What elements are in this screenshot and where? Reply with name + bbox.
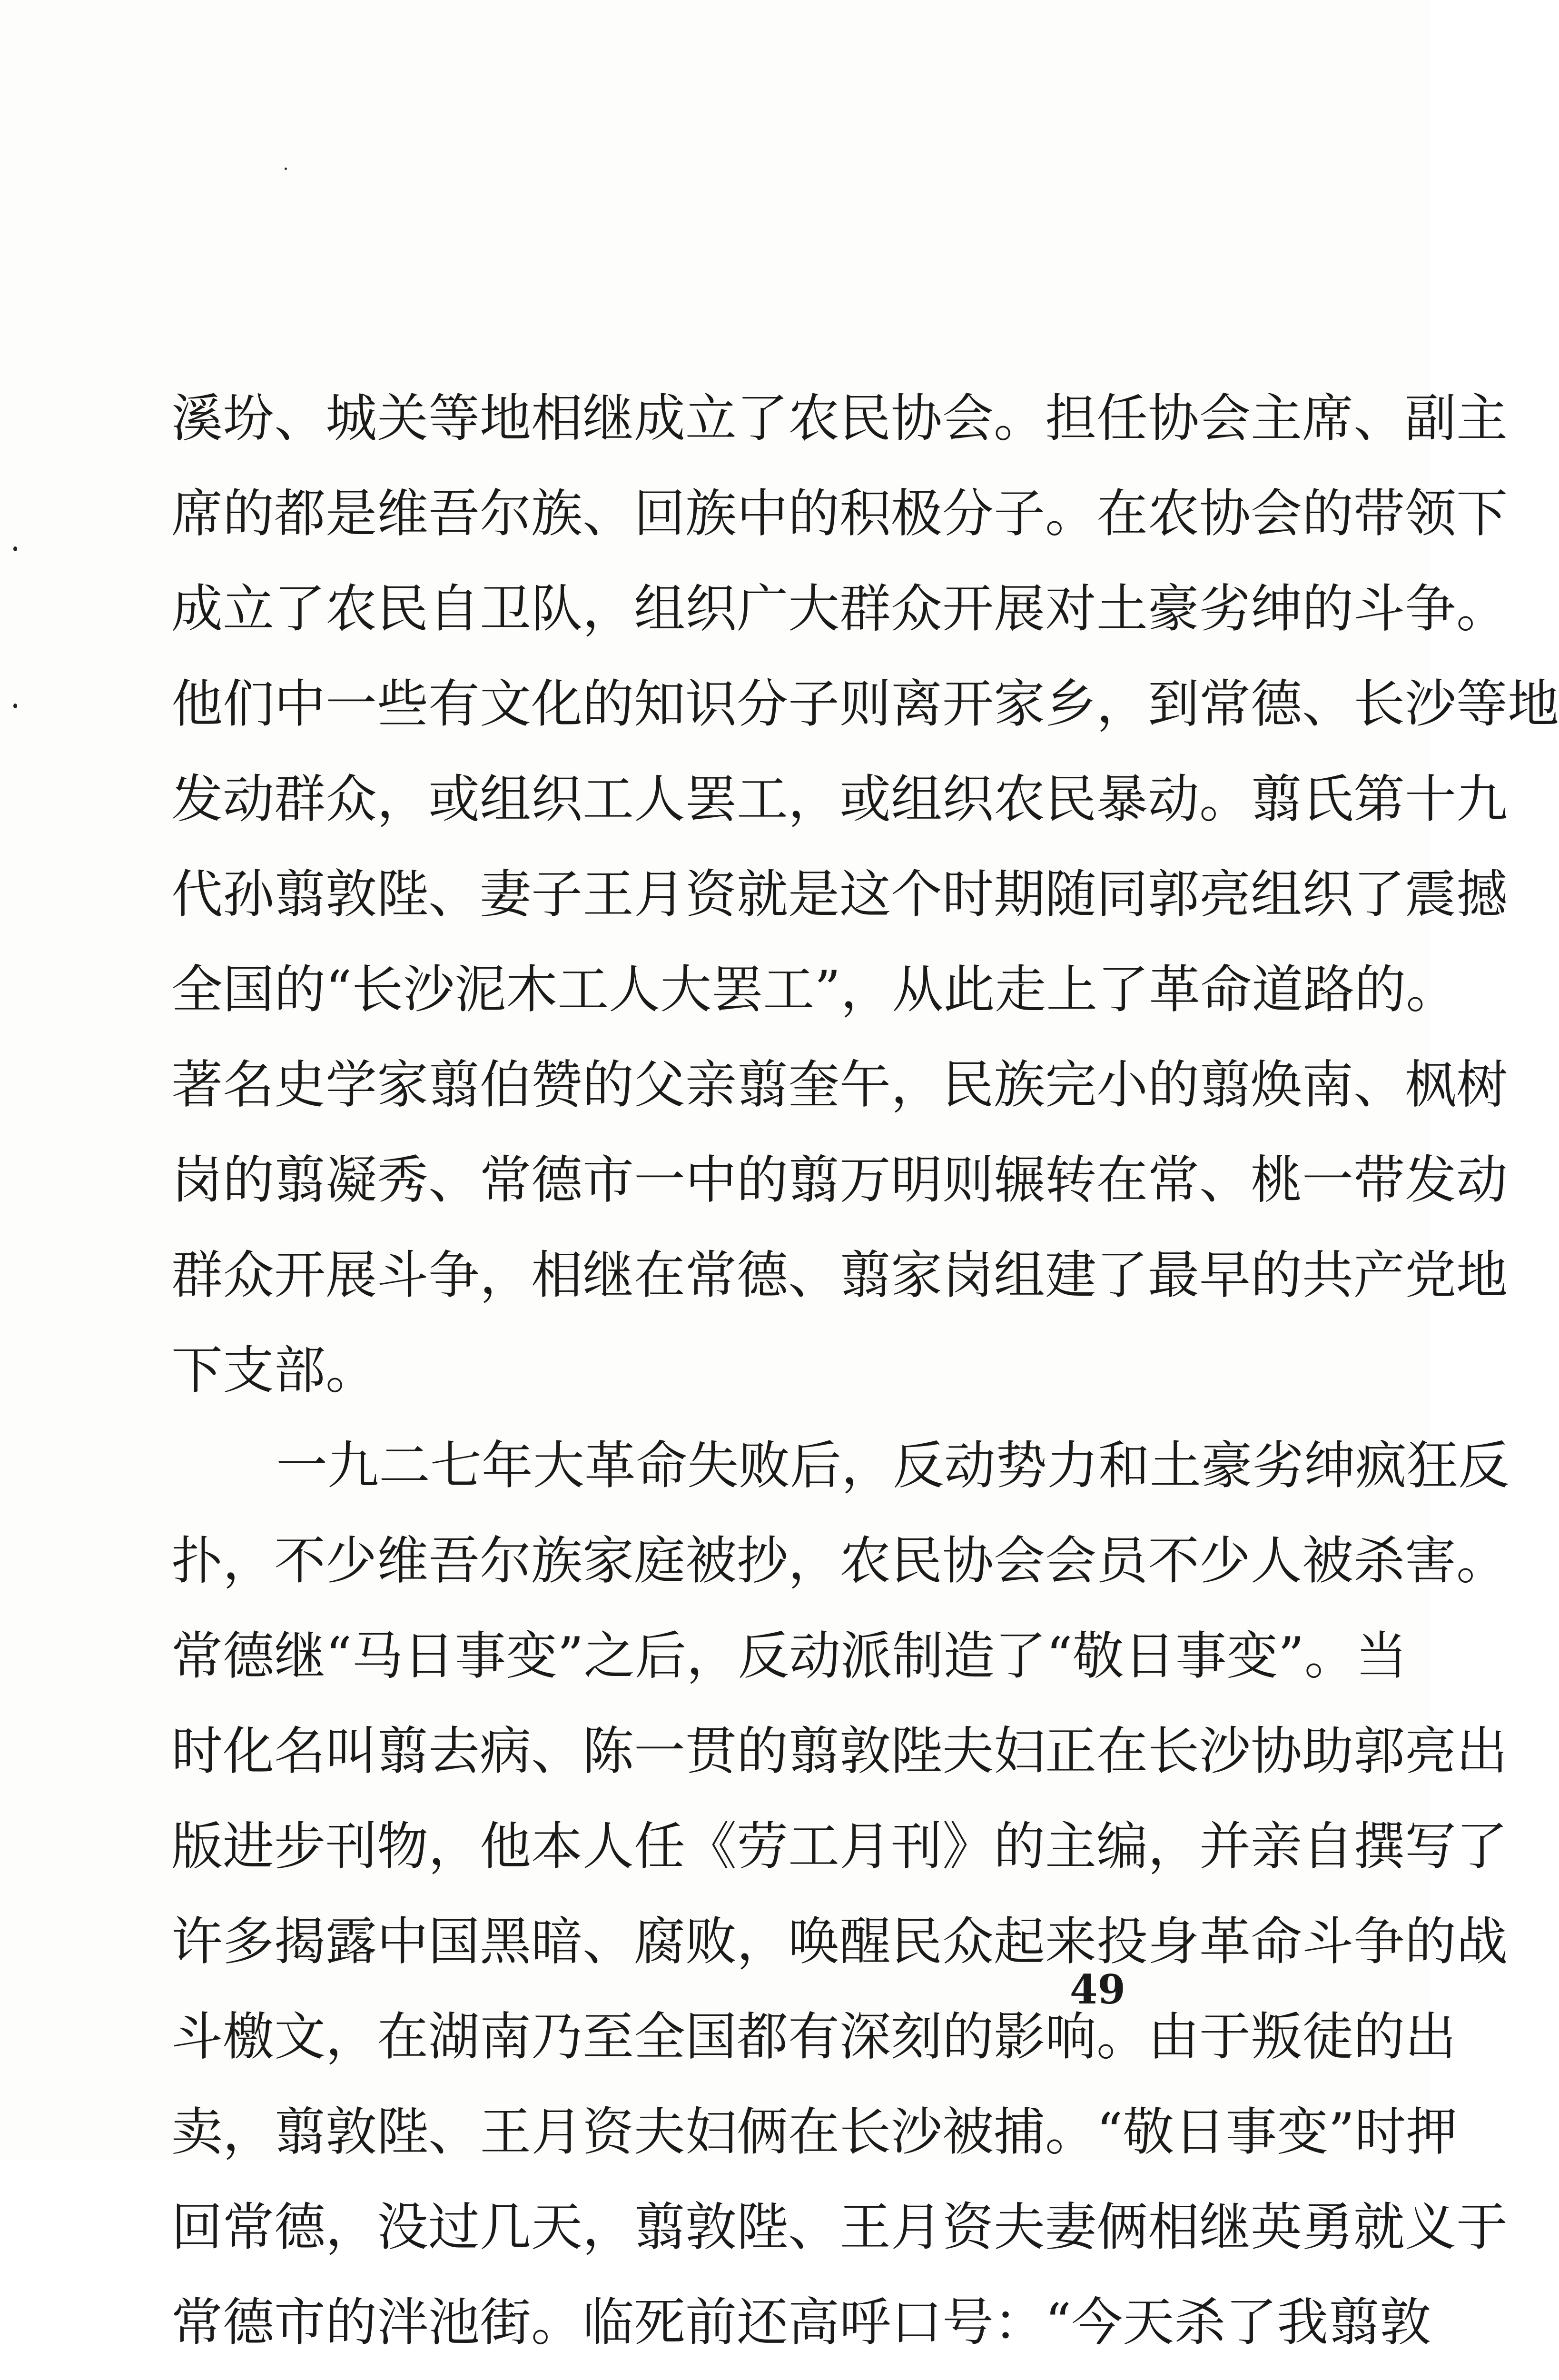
text-line: 时化名叫翦去病、陈一贯的翦敦陛夫妇正在长沙协助郭亮出 bbox=[171, 1722, 1508, 1781]
text-line: 岗的翦凝秀、常德市一中的翦万明则辗转在常、桃一带发动 bbox=[171, 1150, 1508, 1210]
body-text bbox=[171, 371, 1559, 2380]
text-line: 群众开展斗争，相继在常德、翦家岗组建了最早的共产党地 bbox=[171, 1246, 1508, 1305]
text-line: 回常德，没过几天，翦敦陛、王月资夫妻俩相继英勇就义于 bbox=[171, 2198, 1508, 2257]
text-line: 常德市的泮池街。临死前还高呼口号：“今天杀了我翦敦 bbox=[171, 2293, 1431, 2352]
text-line: 著名史学家翦伯赞的父亲翦奎午，民族完小的翦焕南、枫树 bbox=[171, 1055, 1508, 1115]
text-line bbox=[171, 2370, 1237, 2380]
text-line: 溪坋、城关等地相继成立了农民协会。担任协会主席、副主 bbox=[171, 389, 1508, 448]
text-line: 发动群众，或组织工人罢工，或组织农民暴动。翦氏第十九 bbox=[171, 770, 1508, 829]
text-line: 斗檄文，在湖南乃至全国都有深刻的影响。由于叛徒的出 bbox=[171, 2007, 1457, 2067]
text-line: 扑，不少维吾尔族家庭被抄，农民协会会员不少人被杀害。 bbox=[171, 1531, 1508, 1591]
text-line: 席的都是维吾尔族、回族中的积极分子。在农协会的带领下 bbox=[171, 484, 1508, 544]
text-line: 成立了农民自卫队，组织广大群众开展对土豪劣绅的斗争。 bbox=[171, 579, 1508, 639]
text-line: 卖，翦敦陛、王月资夫妇俩在长沙被捕。“敬日事变”时押 bbox=[171, 2102, 1458, 2162]
text-line: 版进步刊物，他本人任《劳工月刊》的主编，并亲自撰写了 bbox=[171, 1817, 1508, 1876]
scan-speck bbox=[13, 546, 17, 551]
text-line: 代孙翦敦陛、妻子王月资就是这个时期随同郭亮组织了震撼 bbox=[171, 865, 1508, 924]
text-line: 许多揭露中国黑暗、腐败，唤醒民众起来投身革命斗争的战 bbox=[171, 1912, 1508, 1972]
paragraph-start-line: 一九二七年大革命失败后，反动势力和土豪劣绅疯狂反 bbox=[276, 1436, 1510, 1496]
scan-speck bbox=[13, 704, 17, 708]
text-line: 全国的“长沙泥木工人大罢工”，从此走上了革命道路的。 bbox=[171, 960, 1458, 1020]
scan-speck bbox=[285, 168, 287, 170]
text-line: 他们中一些有文化的知识分子则离开家乡，到常德、长沙等地 bbox=[171, 674, 1559, 734]
text-line: 下支部。 bbox=[171, 1341, 377, 1400]
text-line: 常德继“马日事变”之后，反动派制造了“敬日事变”。当 bbox=[171, 1626, 1407, 1686]
page-number: 49 bbox=[1070, 1966, 1125, 2013]
